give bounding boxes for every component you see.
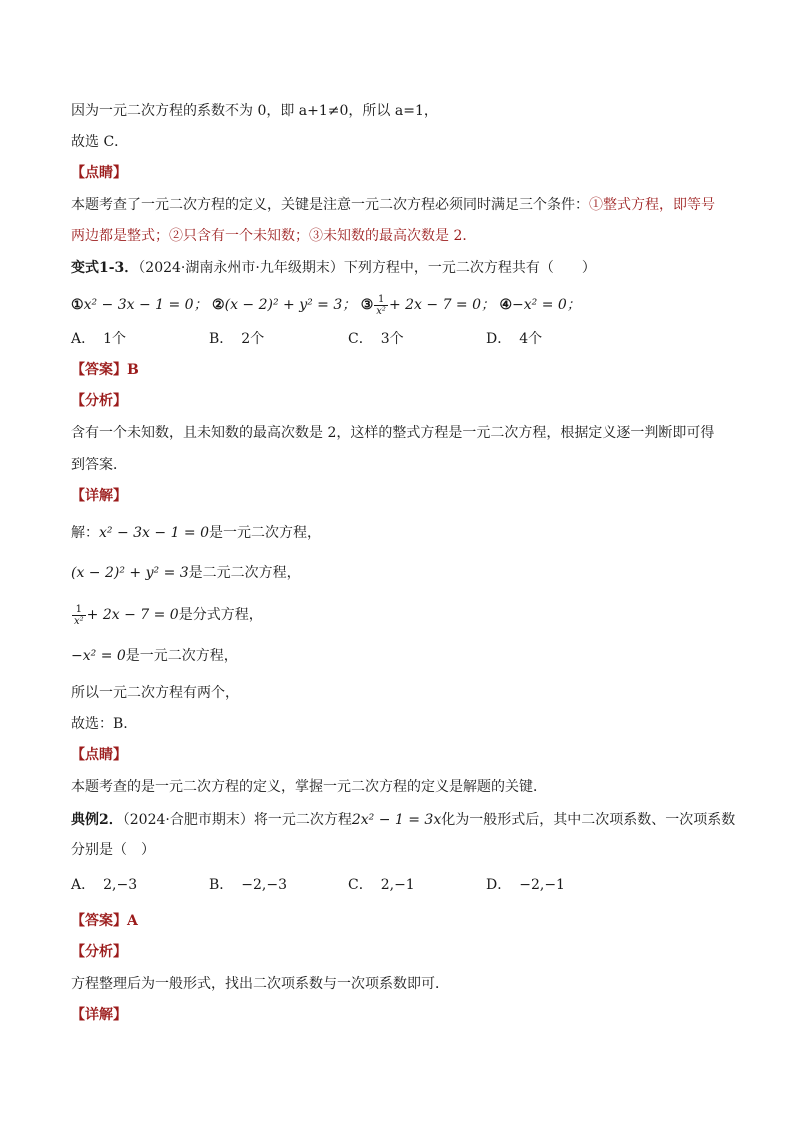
option-value: 2,−3 xyxy=(103,877,138,893)
fraction xyxy=(374,294,388,317)
option-value: −2,−1 xyxy=(519,877,565,893)
circled-number: ② xyxy=(212,297,225,313)
option-label: A． xyxy=(71,331,96,347)
option-c xyxy=(348,875,415,895)
circled-number: ④ xyxy=(499,297,513,313)
option-a xyxy=(71,329,126,349)
option-value: 2个 xyxy=(241,331,265,347)
question-label: 变式1-3． xyxy=(71,260,139,276)
equation-4: −x² = 0； xyxy=(512,297,581,313)
text-span: 解： xyxy=(71,525,99,541)
option-label: C． xyxy=(348,331,373,347)
option-label: C． xyxy=(348,877,373,893)
question-text: 化为一般形式后，其中二次项系数、一次项系数 xyxy=(441,812,736,828)
fraction xyxy=(72,604,86,627)
option-label: A． xyxy=(71,877,96,893)
paragraph: 本题考查的是一元二次方程的定义，掌握一元二次方程的定义是解题的关键． xyxy=(71,779,547,795)
option-value: −2,−3 xyxy=(241,877,288,893)
answer-line: 【答案】B xyxy=(71,362,139,378)
text-span: 本题考查了一元二次方程的定义，关键是注意一元二次方程必须同时满足三个条件： xyxy=(71,197,589,213)
circled-number: ③ xyxy=(360,297,374,313)
equation-list xyxy=(71,292,734,318)
section-heading-dianjing: 【点睛】 xyxy=(71,165,127,181)
equation: 2x² − 1 = 3x xyxy=(351,812,442,828)
section-heading-fenxi: 【分析】 xyxy=(71,944,127,960)
fraction-denominator: x² xyxy=(376,305,386,317)
question-text: （2024·合肥市期末）将一元二次方程 xyxy=(122,812,352,828)
solution-line xyxy=(71,600,734,630)
paragraph: 故选 C． xyxy=(71,134,129,150)
equation: + 2x − 7 = 0 xyxy=(86,607,179,623)
section-heading-fenxi: 【分析】 xyxy=(71,393,127,409)
option-label: D． xyxy=(486,877,512,893)
option-value: 3个 xyxy=(380,331,404,347)
equation-1: x² − 3x − 1 = 0； xyxy=(83,297,208,313)
option-label: B． xyxy=(209,331,234,347)
equation-3: + 2x − 7 = 0； xyxy=(388,297,496,313)
option-d xyxy=(486,875,565,895)
option-b xyxy=(209,329,264,349)
question-text: 分别是（ ） xyxy=(71,842,155,858)
section-heading-dianjing: 【点睛】 xyxy=(71,747,127,763)
question-text: （2024·湖南永州市·九年级期末）下列方程中，一元二次方程共有（ ） xyxy=(138,260,596,276)
option-b xyxy=(209,875,287,895)
section-heading-xiangjie: 【详解】 xyxy=(71,488,127,504)
option-label: D． xyxy=(486,331,512,347)
option-a xyxy=(71,875,137,895)
option-label: B． xyxy=(209,877,234,893)
paragraph: 因为一元二次方程的系数不为 0，即 a+1≠0，所以 a=1， xyxy=(71,103,438,119)
option-value: 4个 xyxy=(519,331,543,347)
fraction-numerator: 1 xyxy=(374,294,388,306)
solution-line xyxy=(71,563,734,583)
section-heading-xiangjie: 【详解】 xyxy=(71,1007,127,1023)
text-span: 是分式方程， xyxy=(178,607,263,623)
paragraph: 到答案． xyxy=(71,457,127,473)
equation: (x − 2)² + y² = 3 xyxy=(71,565,189,581)
solution-line: 所以一元二次方程有两个， xyxy=(71,685,239,701)
condition-2: ②只含有一个未知数； xyxy=(169,228,309,244)
solution-line xyxy=(71,646,734,666)
equation: x² − 3x − 1 = 0 xyxy=(99,525,210,541)
circled-number: ① xyxy=(71,297,84,313)
paragraph: 方程整理后为一般形式，找出二次项系数与一次项系数即可． xyxy=(71,976,449,992)
question-label: 典例2． xyxy=(71,812,123,828)
paragraph xyxy=(71,195,734,215)
fraction-numerator: 1 xyxy=(72,604,86,616)
text-span: 是一元二次方程， xyxy=(125,648,238,664)
option-d xyxy=(486,329,542,349)
paragraph: 含有一个未知数，且未知数的最高次数是 2，这样的整式方程是一元二次方程，根据定义逐一判断即可得 xyxy=(71,425,715,441)
solution-line xyxy=(71,523,734,543)
equation: −x² = 0 xyxy=(71,648,126,664)
text-span: 两边都是整式； xyxy=(71,228,169,244)
answer-line: 【答案】A xyxy=(71,913,138,929)
paragraph xyxy=(71,226,734,246)
condition-1: ①整式方程，即等号 xyxy=(589,197,715,213)
fraction-denominator: x² xyxy=(74,615,84,627)
condition-3: ③未知数的最高次数是 2． xyxy=(309,228,477,244)
question-heading xyxy=(71,808,734,832)
option-value: 1个 xyxy=(103,331,127,347)
question-heading xyxy=(71,258,734,278)
solution-line: 故选：B. xyxy=(71,716,128,732)
text-span: 是二元二次方程， xyxy=(188,565,301,581)
option-c xyxy=(348,329,404,349)
text-span: 是一元二次方程， xyxy=(209,525,322,541)
option-value: 2,−1 xyxy=(380,877,415,893)
equation-2: (x − 2)² + y² = 3； xyxy=(224,297,357,313)
